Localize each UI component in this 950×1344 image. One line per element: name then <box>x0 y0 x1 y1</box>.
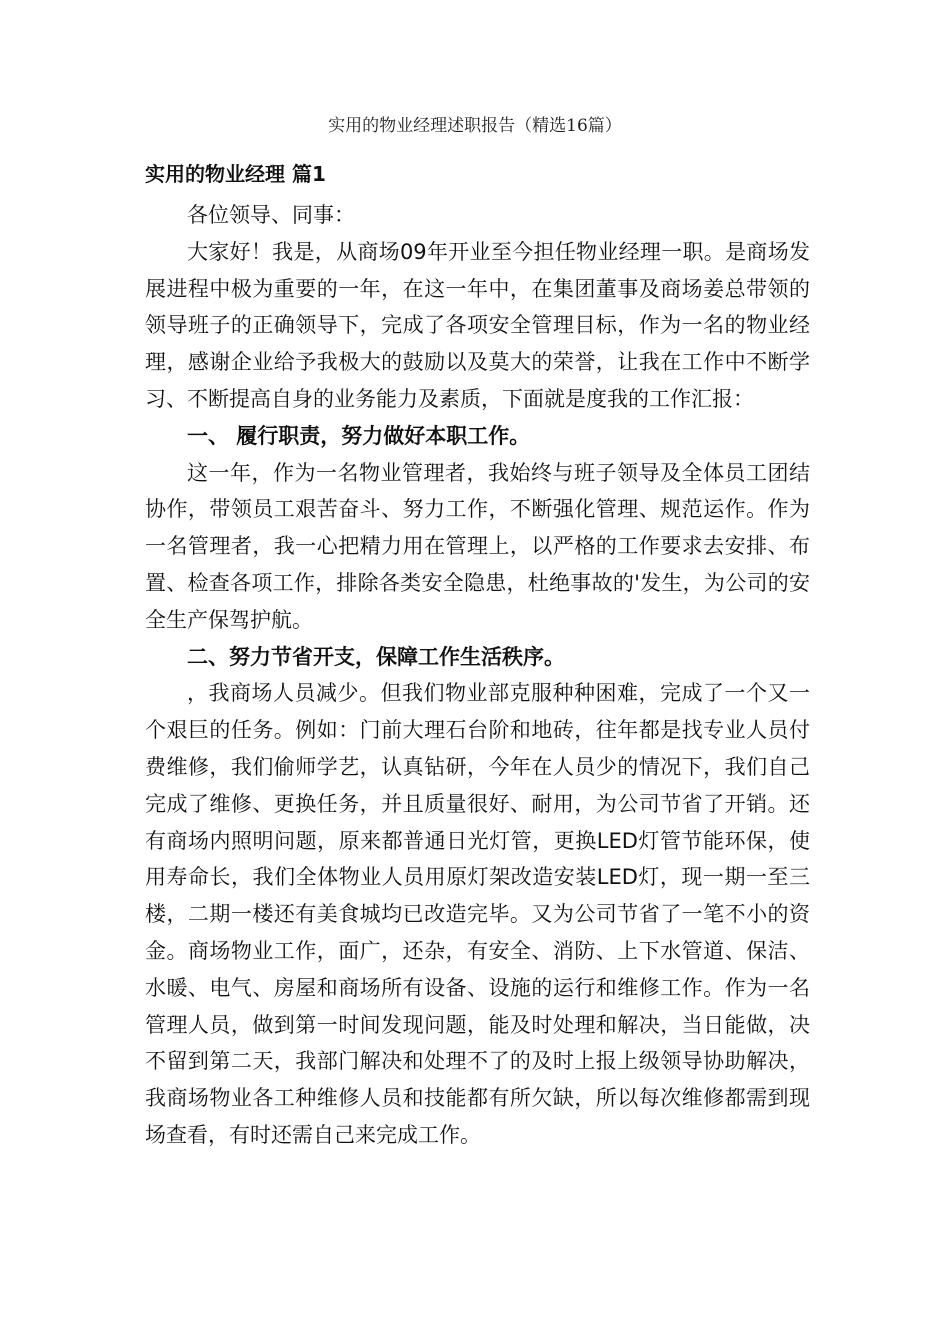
document-body <box>145 197 810 1154</box>
body-paragraph-one: 这一年，作为一名物业管理者，我始终与班子领导及全体员工团结协作，带领员工艰苦奋斗、努力工作，不断强化管理、规范运作。作为一名管理者，我一心把精力用在管理上，以严格的工作要求去安排、布置、检查各项工作，排除各类安全隐患，杜绝事故的'发生，为公司的安全生产保驾护航。 <box>145 460 810 632</box>
subheading-one: 一、 履行职责，努力做好本职工作。 <box>187 423 531 448</box>
salutation-paragraph: 各位领导、同事： <box>187 203 355 227</box>
intro-paragraph: 大家好！我是，从商场09年开业至今担任物业经理一职。是商场发展进程中极为重要的一年，在这一年中，在集团董事及商场姜总带领的领导班子的正确领导下，完成了各项安全管理目标，作为一名的物业经理，感谢企业给予我极大的鼓励以及莫大的荣誉，让我在工作中不断学习、不断提高自身的业务能力及素质，下面就是度我的工作汇报： <box>145 239 810 411</box>
body-paragraph-two: ，我商场人员减少。但我们物业部克服种种困难，完成了一个又一个艰巨的任务。例如：门前大理石台阶和地砖，往年都是找专业人员付费维修，我们偷师学艺，认真钻研，今年在人员少的情况下，我们自己完成了维修、更换任务，并且质量很好、耐用，为公司节省了开销。还有商场内照明问题，原来都普通日光灯管，更换LED灯管节能环保，使用寿命长，我们全体物业人员用原灯架改造安装LED灯，现一期一至三楼，二期一楼还有美食城均已改造完毕。又为公司节省了一笔不小的资金。商场物业工作，面广，还杂，有安全、消防、上下水管道、保洁、水暖、电气、房屋和商场所有设备、设施的运行和维修工作。作为一名管理人员，做到第一时间发现问题，能及时处理和解决，当日能做，决不留到第二天，我部门解决和处理不了的及时上报上级领导协助解决，我商场物业各工种维修人员和技能都有所欠缺，所以每次维修都需到现场查看，有时还需自己来完成工作。 <box>145 681 810 1147</box>
subheading-two: 二、努力节省开支，保障工作生活秩序。 <box>187 644 565 669</box>
section-heading: 实用的物业经理 篇1 <box>145 162 326 186</box>
document-title: 实用的物业经理述职报告（精选16篇） <box>328 116 622 136</box>
